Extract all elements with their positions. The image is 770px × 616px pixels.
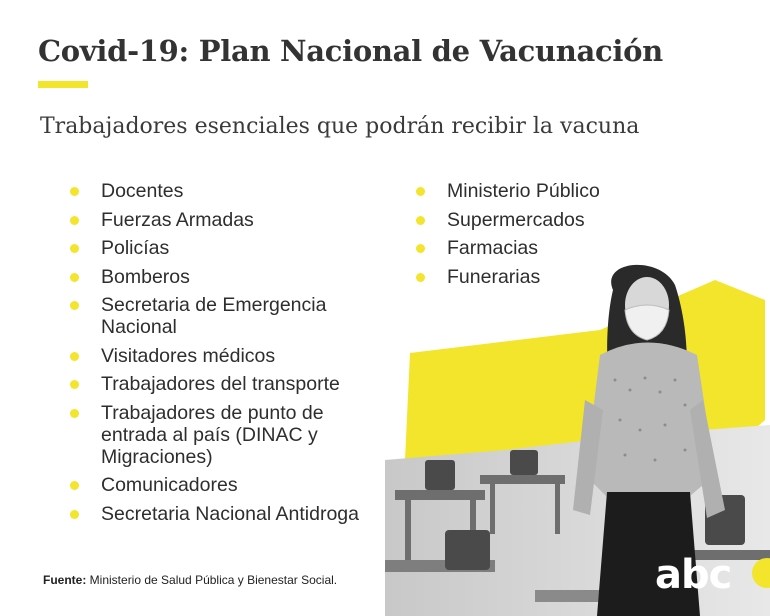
footer-label: Fuente: — [43, 573, 87, 587]
bullet-icon — [70, 510, 79, 519]
bullet-icon — [70, 481, 79, 490]
footer-text: Ministerio de Salud Pública y Bienestar Social. — [86, 573, 338, 587]
bullet-icon — [70, 352, 79, 361]
list-item: Secretaria de Emergencia Nacional — [70, 294, 380, 338]
list-item: Bomberos — [70, 266, 380, 288]
list-item: Supermercados — [416, 209, 676, 231]
left-list — [70, 180, 380, 531]
list-item: Funerarias — [416, 266, 676, 288]
list-item: Policías — [70, 237, 380, 259]
bullet-icon — [70, 380, 79, 389]
bullet-icon — [70, 216, 79, 225]
title-underline — [38, 81, 88, 88]
abc-logo: abc — [655, 552, 732, 598]
bullet-icon — [416, 187, 425, 196]
bullet-icon — [416, 244, 425, 253]
list-item: Secretaria Nacional Antidroga — [70, 503, 380, 525]
bullet-icon — [70, 301, 79, 310]
bullet-icon — [70, 409, 79, 418]
list-item: Ministerio Público — [416, 180, 676, 202]
list-item: Visitadores médicos — [70, 345, 380, 367]
list-item: Trabajadores de punto de entrada al país (DINAC y Migraciones) — [70, 402, 380, 468]
page-subtitle: Trabajadores esenciales que podrán recibir la vacuna — [40, 114, 640, 139]
source-footer — [43, 573, 337, 587]
bullet-icon — [70, 273, 79, 282]
list-item: Farmacias — [416, 237, 676, 259]
list-item: Trabajadores del transporte — [70, 373, 380, 395]
page-title: Covid-19: Plan Nacional de Vacunación — [38, 34, 663, 68]
list-item: Fuerzas Armadas — [70, 209, 380, 231]
bullet-icon — [416, 216, 425, 225]
list-item: Docentes — [70, 180, 380, 202]
bullet-icon — [70, 244, 79, 253]
bullet-icon — [70, 187, 79, 196]
list-item: Comunicadores — [70, 474, 380, 496]
